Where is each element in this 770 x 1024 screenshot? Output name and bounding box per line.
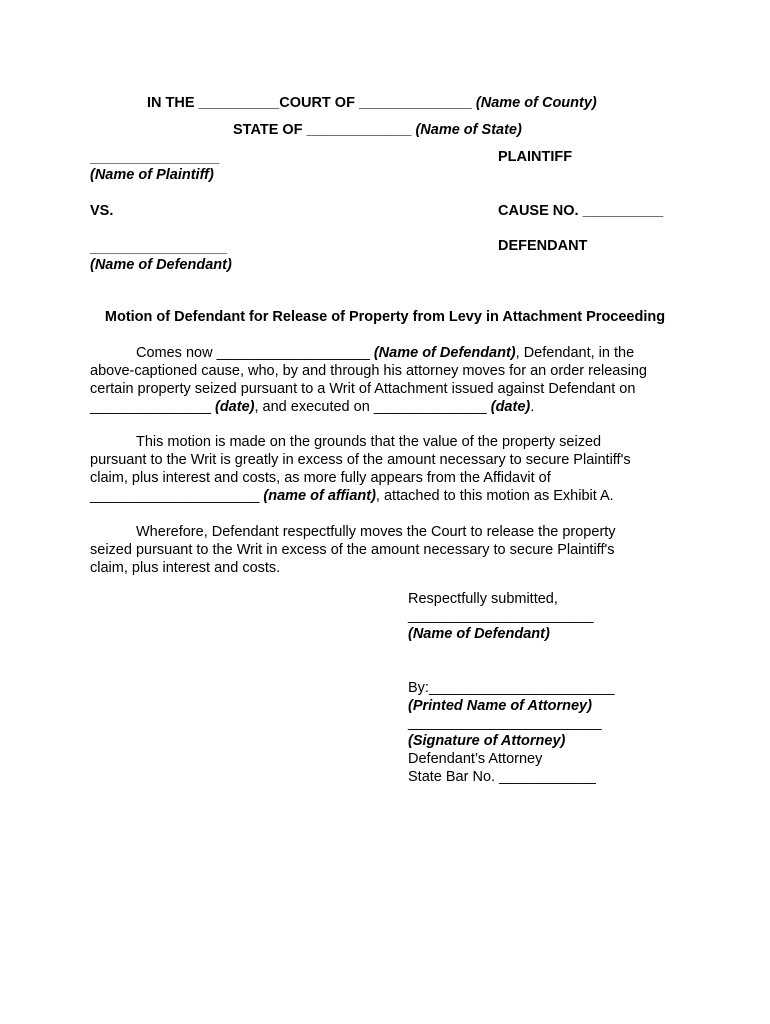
plaintiff-label: PLAINTIFF <box>498 149 573 165</box>
para1-date-blank: _______________ <box>90 399 215 415</box>
state-blank: _____________ <box>306 122 412 138</box>
para3-line1: Wherefore, Defendant respectfully moves the Court to release the property <box>136 524 616 540</box>
para1-line2: above-captioned cause, who, by and through his attorney moves for an order releasing <box>90 363 647 379</box>
para1-line4 <box>90 398 534 416</box>
state-label: STATE OF <box>233 122 303 138</box>
court-prefix: IN THE <box>147 95 195 111</box>
plaintiff-blank: ________________ <box>90 149 220 165</box>
respectfully-submitted: Respectfully submitted, <box>408 591 558 607</box>
signature-defendant-placeholder: (Name of Defendant) <box>408 626 550 642</box>
para2-affiant-blank: _____________________ <box>90 488 264 504</box>
document-title: Motion of Defendant for Release of Property from Levy in Attachment Proceeding <box>104 309 666 325</box>
para1-line1 <box>136 344 634 362</box>
para1-date-placeholder: (date) <box>215 399 255 415</box>
state-bar-number: State Bar No. ____________ <box>408 769 596 785</box>
para1-text-a: Comes now ___________________ <box>136 345 374 361</box>
attorney-signature-placeholder: (Signature of Attorney) <box>408 733 566 749</box>
para2-line4 <box>90 487 614 505</box>
para2-exhibit: , attached to this motion as Exhibit A. <box>375 488 614 504</box>
versus-label: VS. <box>90 203 114 219</box>
county-blank: ______________ <box>358 95 472 111</box>
para3-line2: seized pursuant to the Writ in excess of the amount necessary to secure Plaintiff's <box>90 542 615 558</box>
para1-text-c: , Defendant, in the <box>515 345 635 361</box>
para1-executed: , and executed on ______________ <box>254 399 491 415</box>
cause-number: CAUSE NO. __________ <box>498 203 664 219</box>
signature-blank-attorney: ________________________ <box>408 715 602 731</box>
para2-affiant-placeholder: (name of affiant) <box>263 488 376 504</box>
signature-blank-defendant: _______________________ <box>408 608 594 624</box>
attorney-printed-placeholder: (Printed Name of Attorney) <box>408 698 592 714</box>
para2-line1: This motion is made on the grounds that the value of the property seized <box>136 434 602 450</box>
para1-date2-placeholder: (date) <box>490 399 531 415</box>
defendant-blank: _________________ <box>90 239 228 255</box>
para1-period: . <box>530 399 535 415</box>
para1-defendant-placeholder: (Name of Defendant) <box>373 345 516 361</box>
county-placeholder: (Name of County) <box>475 95 597 111</box>
signature-by-line: By:_______________________ <box>408 680 615 696</box>
state-heading <box>233 121 522 139</box>
court-label: COURT OF <box>279 95 355 111</box>
para1-line3: certain property seized pursuant to a Writ of Attachment issued against Defendant on <box>90 381 636 397</box>
defendant-label: DEFENDANT <box>498 238 588 254</box>
para2-line2: pursuant to the Writ is greatly in excess of the amount necessary to secure Plaintiff's <box>90 452 631 468</box>
court-heading <box>147 94 597 112</box>
state-placeholder: (Name of State) <box>415 122 522 138</box>
para2-line3: claim, plus interest and costs, as more fully appears from the Affidavit of <box>90 470 551 486</box>
para3-line3: claim, plus interest and costs. <box>90 560 281 576</box>
plaintiff-placeholder: (Name of Plaintiff) <box>90 167 214 183</box>
defendant-placeholder: (Name of Defendant) <box>90 257 232 273</box>
court-blank: __________ <box>198 95 280 111</box>
attorney-role: Defendant’s Attorney <box>408 751 543 767</box>
